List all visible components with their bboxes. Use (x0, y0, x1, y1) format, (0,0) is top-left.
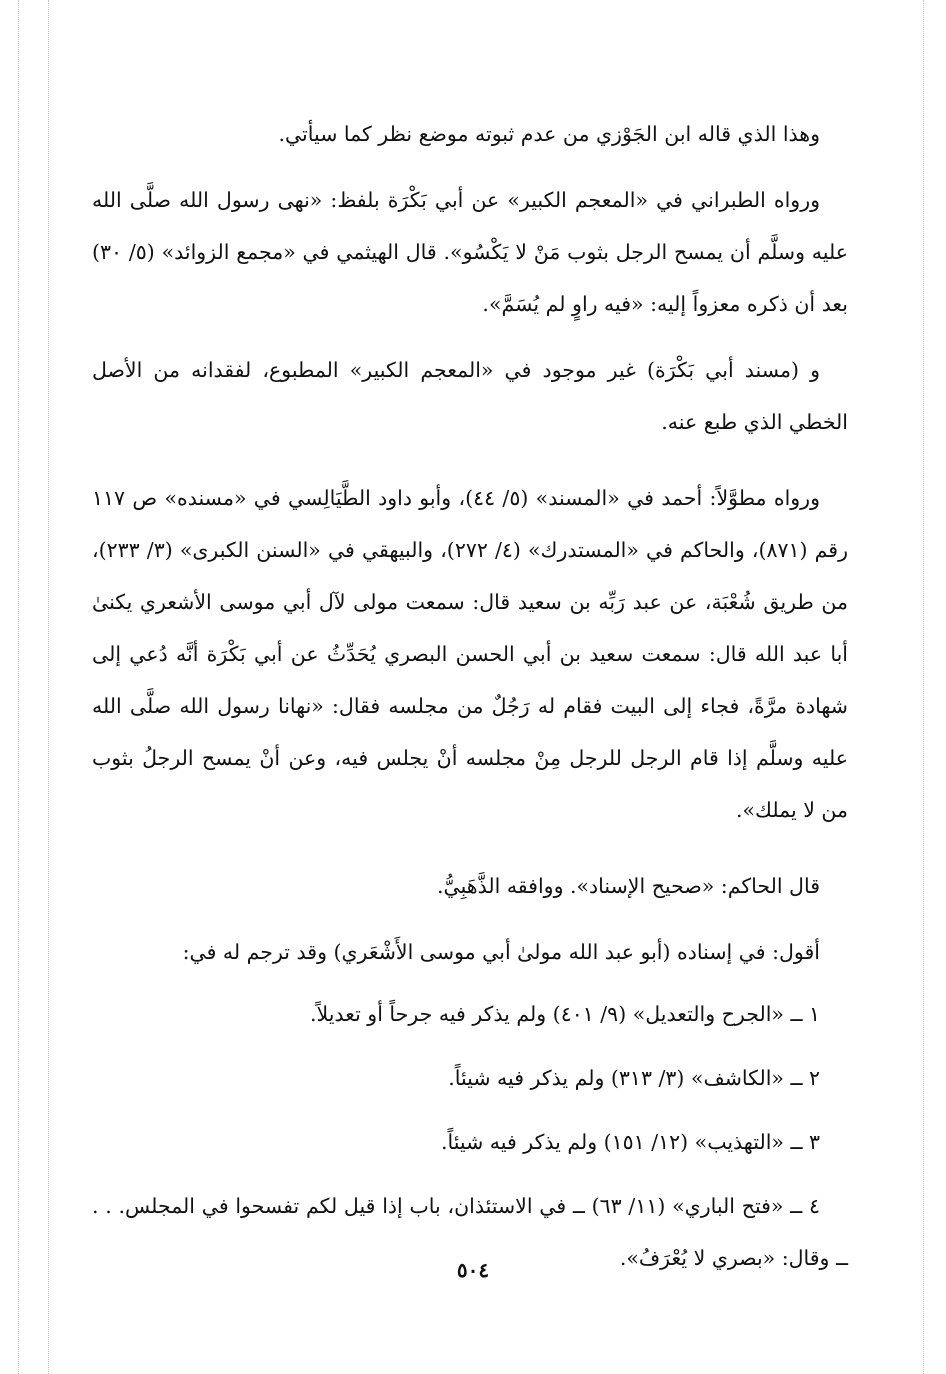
paragraph-tabarani: ورواه الطبراني في «المعجم الكبير» عن أبي بَكْرَة بلفظ: «نهى رسول الله صلَّى الله عليه وسلَّم أن يمسح الرجل بثوب مَنْ لا يَكْسُو». قال الهيثمي في «مجمع الزوائد» (٥/ ٣٠) بعد أن ذكره معزواً إليه: «فيه راوٍ لم يُسَمَّ». (92, 188, 848, 316)
paragraph-ibn-jawzi: وهذا الذي قاله ابن الجَوْزي من عدم ثبوته موضع نظر كما سيأتي. (278, 122, 820, 146)
reference-item-fath-albari: ٤ ــ «فتح الباري» (١١/ ٦٣) ــ في الاستئذان، باب إذا قيل لكم تفسحوا في المجلس. . . ــ وقال: «بصري لا يُعْرَفُ». (92, 1194, 848, 1270)
page-number: ٥٠٤ (456, 1258, 490, 1282)
reference-list (92, 988, 848, 1284)
reference-item-tahdhib: ٣ ــ «التهذيب» (١٢/ ١٥١) ولم يذكر فيه شيئاً. (440, 1130, 820, 1154)
reference-item-jarh: ١ ــ «الجرح والتعديل» (٩/ ٤٠١) ولم يذكر فيه جرحاً أو تعديلاً. (309, 1002, 820, 1026)
paragraph-musnad-abi-bakra: و (مسند أبي بَكْرَة) غير موجود في «المعجم الكبير» المطبوع، لفقدانه من الأصل الخطي الذي طبع عنه. (92, 358, 848, 434)
scan-edge-dots (18, 0, 19, 1374)
paragraph-aqul: أقول: في إسناده (أبو عبد الله مولىٰ أبي موسى الأَشْعَري) وقد ترجم له في: (182, 940, 820, 964)
scan-edge-dots (48, 0, 49, 1374)
body-text (92, 108, 848, 1284)
reference-item-kashif: ٢ ــ «الكاشف» (٣/ ٣١٣) ولم يذكر فيه شيئاً. (448, 1066, 820, 1090)
paragraph-long-narration: ورواه مطوَّلاً: أحمد في «المسند» (٥/ ٤٤)، وأبو داود الطَّيَالِسي في «مسنده» ص ١١٧ رقم (٨٧١)، والحاكم في «المستدرك» (٤/ ٢٧٢)، والبيهقي في «السنن الكبرى» (٣/ ٢٣٣)، من طريق شُعْبَة، عن عبد رَبِّه بن سعيد قال: سمعت مولى لآل أبي موسى الأشعري يكنىٰ أبا عبد الله قال: سمعت سعيد بن أبي الحسن البصري يُحَدِّثُ عن أبي بَكْرَة أنَّه دُعي إلى شهادة مرَّةً، فجاء إلى البيت فقام له رَجُلٌ من مجلسه فقال: «نهانا رسول الله صلَّى الله عليه وسلَّم إذا قام الرجل للرجل مِنْ مجلسه أنْ يجلس فيه، وعن أنْ يمسح الرجلُ بثوب من لا يملك». (92, 486, 848, 822)
scan-edge-dots (923, 0, 924, 1374)
paragraph-hakim: قال الحاكم: «صحيح الإسناد». ووافقه الذَّهَبِيُّ. (437, 874, 820, 898)
